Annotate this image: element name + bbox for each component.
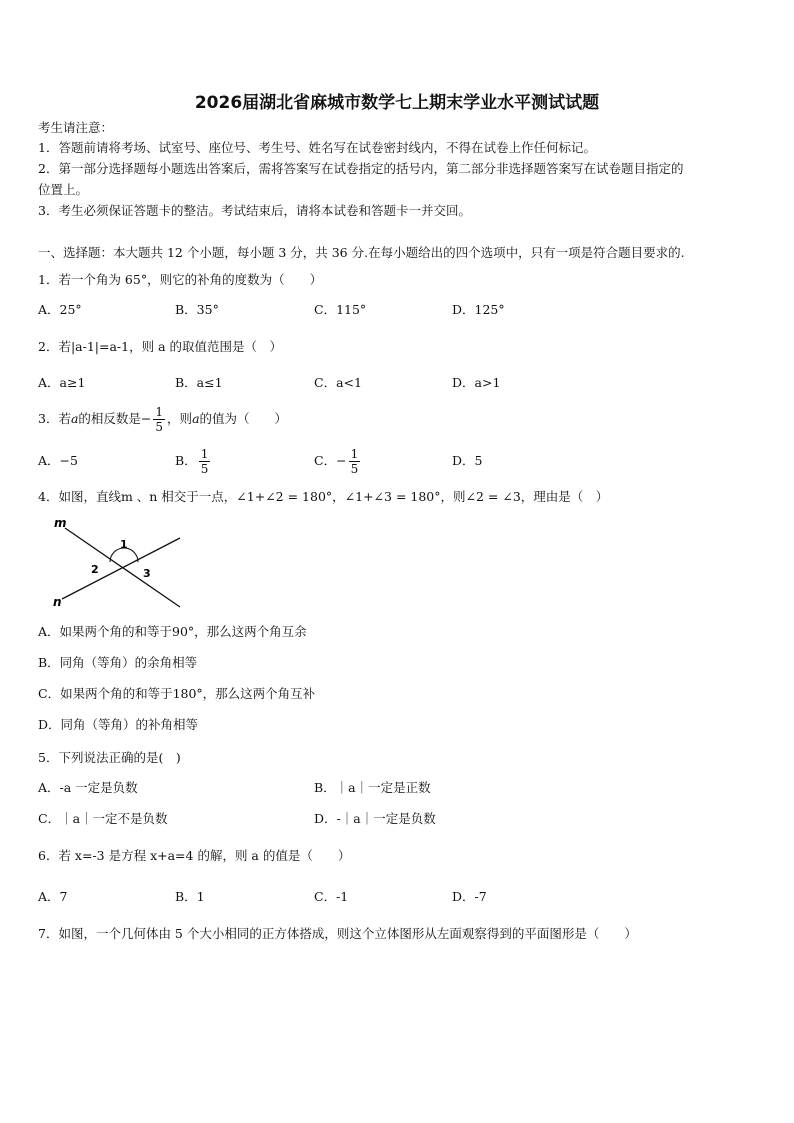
question-4-option-a: A．如果两个角的和等于90°，那么这两个角互余 <box>38 624 307 639</box>
question-3-suffix: 的值为（ ） <box>199 411 288 426</box>
option-b-label: B． <box>175 453 197 468</box>
question-6-stem: 6．若 x=-3 是方程 x+a=4 的解，则 a 的值是（ ） <box>38 848 351 863</box>
fraction-numerator: 1 <box>155 405 164 419</box>
question-5-option-a: A．-a 一定是负数 <box>38 780 138 795</box>
fraction-denominator: 5 <box>350 462 359 476</box>
fraction-denominator: 5 <box>155 420 164 434</box>
question-1-option-b: B．35° <box>175 302 219 317</box>
question-3-option-c <box>314 443 362 479</box>
question-2-option-c: C．a<1 <box>314 375 362 390</box>
question-6-option-b: B．1 <box>175 889 205 904</box>
label-angle-3: 3 <box>143 567 151 580</box>
question-3-option-b <box>175 443 212 479</box>
question-1-option-a: A．25° <box>38 302 82 317</box>
label-angle-2: 2 <box>91 563 99 576</box>
question-1-option-d: D．125° <box>452 302 505 317</box>
question-2-option-a: A．a≥1 <box>38 375 86 390</box>
page-title: 2026届湖北省麻城市数学七上期末学业水平测试试题 <box>194 93 600 113</box>
intersecting-lines-figure <box>50 515 190 610</box>
question-6-option-d: D．-7 <box>452 889 487 904</box>
question-5-option-d: D．-｜a｜一定是负数 <box>314 811 436 826</box>
option-c-minus: − <box>336 453 347 468</box>
question-3-fraction <box>153 405 165 434</box>
question-4-option-d: D．同角（等角）的补角相等 <box>38 717 199 732</box>
question-4-stem: 4．如图，直线m 、n 相交于一点，∠1+∠2 = 180°，∠1+∠3 = 180°，则∠2 = ∠3，理由是（ ） <box>38 489 609 504</box>
question-7-stem: 7．如图，一个几何体由 5 个大小相同的正方体搭成，则这个立体图形从左面观察得到的平面图形是（ ） <box>38 926 637 941</box>
notice-heading: 考生请注意： <box>38 120 114 135</box>
question-3-var-a-2: a <box>192 411 200 426</box>
question-1-stem: 1．若一个角为 65°，则它的补角的度数为（ ） <box>38 272 323 287</box>
notice-item-3: 3．考生必须保证答题卡的整洁。考试结束后，请将本试卷和答题卡一并交回。 <box>38 203 471 218</box>
question-5-stem: 5．下列说法正确的是( ) <box>38 750 181 765</box>
label-angle-1: 1 <box>120 538 128 551</box>
fraction-numerator: 1 <box>200 447 209 461</box>
question-5-option-b: B．｜a｜一定是正数 <box>314 780 431 795</box>
label-m: m <box>54 516 67 530</box>
option-c-label: C． <box>314 453 337 468</box>
fraction-denominator: 5 <box>200 462 209 476</box>
option-b-fraction <box>199 447 211 476</box>
question-1-option-c: C．115° <box>314 302 367 317</box>
question-3-stem <box>38 400 287 438</box>
section-heading: 一、选择题：本大题共 12 个小题，每小题 3 分，共 36 分.在每小题给出的四个选项中，只有一项是符合题目要求的. <box>38 245 685 260</box>
question-5-option-c: C．｜a｜一定不是负数 <box>38 811 168 826</box>
question-3-mid: 的相反数是 <box>78 411 141 426</box>
notice-item-2: 2．第一部分选择题每小题选出答案后，需将答案写在试卷指定的括号内，第二部分非选择题答案写在试卷题目指定的 <box>38 161 684 176</box>
question-6-option-c: C．-1 <box>314 889 349 904</box>
question-6-option-a: A．7 <box>38 889 68 904</box>
label-n: n <box>53 595 62 609</box>
question-4-option-b: B．同角（等角）的余角相等 <box>38 655 198 670</box>
question-3-mid2: ，则 <box>167 411 193 426</box>
option-c-fraction <box>349 447 361 476</box>
question-3-option-d: D．5 <box>452 453 483 468</box>
question-3-minus: − <box>140 411 152 426</box>
fraction-numerator: 1 <box>350 447 359 461</box>
question-2-stem: 2．若|a-1|=a-1，则 a 的取值范围是（ ） <box>38 339 283 354</box>
notice-item-1: 1．答题前请将考场、试室号、座位号、考生号、姓名写在试卷密封线内，不得在试卷上作任何标记。 <box>38 140 596 155</box>
question-2-option-b: B．a≤1 <box>175 375 223 390</box>
question-3-var-a: a <box>70 411 79 426</box>
question-4-option-c: C．如果两个角的和等于180°，那么这两个角互补 <box>38 686 316 701</box>
question-2-option-d: D．a>1 <box>452 375 501 390</box>
question-3-option-a: A．−5 <box>38 453 78 468</box>
notice-item-2-cont: 位置上。 <box>38 182 89 197</box>
question-3-prefix: 3．若 <box>38 411 71 426</box>
